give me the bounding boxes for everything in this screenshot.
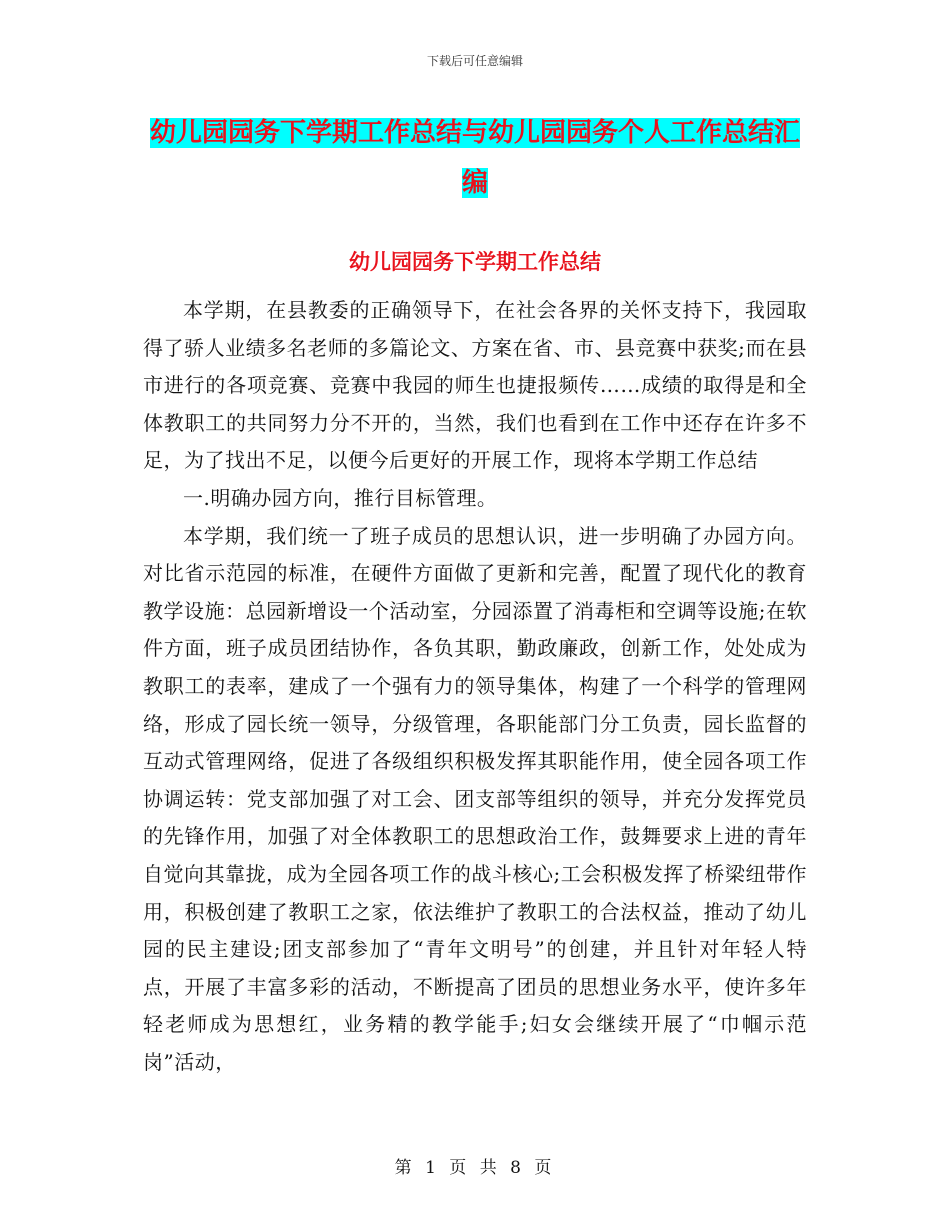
document-title	[140, 108, 810, 208]
header-note: 下载后可任意编辑	[426, 54, 523, 68]
paragraph-heading-1: 一.明确办园方向，推行目标管理。	[183, 485, 498, 510]
document-title-text: 幼儿园园务下学期工作总结与幼儿园园务个人工作总结汇编	[149, 118, 800, 198]
section-title: 幼儿园园务下学期工作总结	[349, 250, 601, 274]
paragraph-body-1: 本学期，我们统一了班子成员的思想认识，进一步明确了办园方向。对比省示范园的标准，在硬件方面做了更新和完善，配置了现代化的教育教学设施：总园新增设一个活动室，分园添置了消毒柜和空调等设施;在软件方面，班子成员团结协作，各负其职，勤政廉政，创新工作，处处成为教职工的表率，建成了一个强有力的领导集体，构建了一个科学的管理网络，形成了园长统一领导，分级管理，各职能部门分工负责，园长监督的互动式管理网络，促进了各级组织积极发挥其职能作用，使全园各项工作协调运转：党支部加强了对工会、团支部等组织的领导，并充分发挥党员的先锋作用，加强了对全体教职工的思想政治工作，鼓舞要求上进的青年自觉向其靠拢，成为全园各项工作的战斗核心;工会积极发挥了桥梁纽带作用，积极创建了教职工之家，依法维护了教职工的合法权益，推动了幼儿园的民主建设;团支部参加了“青年文明号”的创建，并且针对年轻人特点，开展了丰富多彩的活动，不断提高了团员的思想业务水平，使许多年轻老师成为思想红，业务精的教学能手;妇女会继续开展了“巾帼示范岗”活动，	[143, 523, 807, 1074]
document-body	[143, 292, 807, 1081]
paragraph-intro: 本学期，在县教委的正确领导下，在社会各界的关怀支持下，我园取得了骄人业绩多名老师的多篇论文、方案在省、市、县竞赛中获奖;而在县市进行的各项竞赛、竞赛中我园的师生也捷报频传……成绩的取得是和全体教职工的共同努力分不开的，当然，我们也看到在工作中还存在许多不足，为了找出不足，以便今后更好的开展工作，现将本学期工作总结	[143, 298, 807, 473]
page-footer: 第 1 页 共 8 页	[394, 1158, 556, 1178]
